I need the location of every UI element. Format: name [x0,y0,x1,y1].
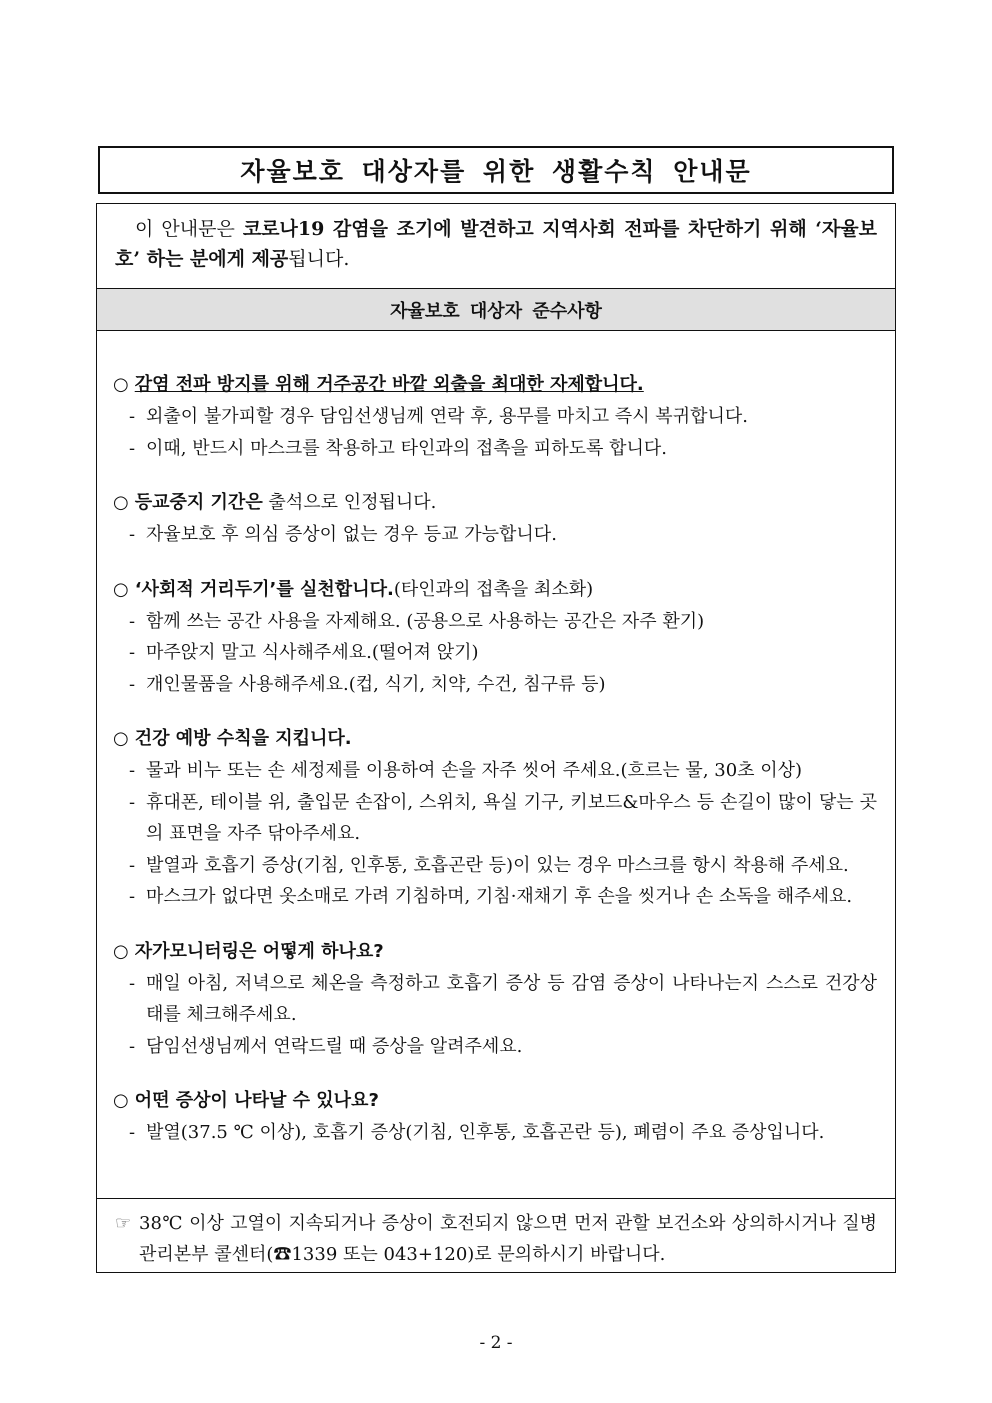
list-item: - 물과 비누 또는 손 세정제를 이용하여 손을 자주 씻어 주세요.(흐르는 물, 30초 이상) [129,760,803,781]
page-number: - 2 - [479,1333,513,1353]
rule-section-health [113,723,877,913]
circle-bullet-icon: ○ [113,374,129,395]
document-title: 자율보호 대상자를 위한 생활수칙 안내문 [240,157,752,186]
rule-section-attendance [113,487,877,551]
rule-section-distancing [113,574,877,701]
document-title-box [98,146,894,194]
intro-text-1: 이 안내문은 [135,218,243,240]
rule-heading: ○ 자가모니터링은 어떻게 하나요? [113,940,384,962]
intro-text-2: 됩니다. [288,248,350,270]
pointing-hand-icon: ☞ [115,1213,132,1234]
rule-section-outing [113,369,877,464]
rules-content [97,331,895,1172]
main-content-box [96,203,896,1273]
section-header: 자율보호 대상자 준수사항 [97,288,895,331]
rule-heading: ○ 감염 전파 방지를 위해 거주공간 바깥 외출을 최대한 자제합니다. [113,374,644,395]
list-item: - 담임선생님께서 연락드릴 때 증상을 알려주세요. [129,1035,523,1057]
intro-bold-text: 코로나19 감염을 조기에 발견하고 지역사회 전파를 차단하기 위해 ‘자율보호’ 하는 분에게 제공 [115,218,877,270]
rule-heading: ○ 어떤 증상이 나타날 수 있나요? [113,1090,379,1111]
list-item: - 함께 쓰는 공간 사용을 자제해요. (공용으로 사용하는 공간은 자주 환기) [129,610,705,632]
list-item: - 이때, 반드시 마스크를 착용하고 타인과의 접촉을 피하도록 합니다. [129,437,667,459]
notice-text: 38℃ 이상 고열이 지속되거나 증상이 호전되지 않으면 먼저 관할 보건소와 상의하시거나 질병관리본부 콜센터(☎1339 또는 043+120)로 문의하시기 바랍니다. [139,1213,877,1265]
list-item: - 개인물품을 사용해주세요.(컵, 식기, 치약, 수건, 침구류 등) [129,673,606,695]
list-item: - 매일 아침, 저녁으로 체온을 측정하고 호흡기 증상 등 감염 증상이 나타나는지 스스로 건강상태를 체크해주세요. [129,972,877,1025]
circle-bullet-icon: ○ [113,1090,129,1111]
rule-heading: ○ 등교중지 기간은 출석으로 인정됩니다. [113,492,437,513]
list-item: - 자율보호 후 의심 증상이 없는 경우 등교 가능합니다. [129,524,557,545]
contact-notice [97,1198,895,1274]
list-item: - 발열과 호흡기 증상(기침, 인후통, 호흡곤란 등)이 있는 경우 마스크를 항시 착용해 주세요. [129,854,849,876]
list-item: - 휴대폰, 테이블 위, 출입문 손잡이, 스위치, 욕실 기구, 키보드&마우스 등 손길이 많이 닿는 곳의 표면을 자주 닦아주세요. [129,791,877,844]
list-item: - 외출이 불가피할 경우 담임선생님께 연락 후, 용무를 마치고 즉시 복귀합니다. [129,406,748,427]
list-item: - 마스크가 없다면 옷소매로 가려 기침하며, 기침·재채기 후 손을 씻거나 손 소독을 해주세요. [129,886,853,907]
intro-paragraph [97,204,895,288]
circle-bullet-icon: ○ [113,940,129,962]
list-item: - 발열(37.5 ℃ 이상), 호흡기 증상(기침, 인후통, 호흡곤란 등), 폐렴이 주요 증상입니다. [129,1122,825,1143]
circle-bullet-icon: ○ [113,492,129,513]
rule-section-symptoms [113,1085,877,1149]
rule-section-monitoring [113,936,877,1063]
rule-heading: ○ 건강 예방 수칙을 지킵니다. [113,728,352,749]
circle-bullet-icon: ○ [113,728,129,749]
circle-bullet-icon: ○ [113,578,129,600]
list-item: - 마주앉지 말고 식사해주세요.(떨어져 앉기) [129,642,479,663]
rule-heading: ○ ‘사회적 거리두기’를 실천합니다.(타인과의 접촉을 최소화) [113,578,594,600]
